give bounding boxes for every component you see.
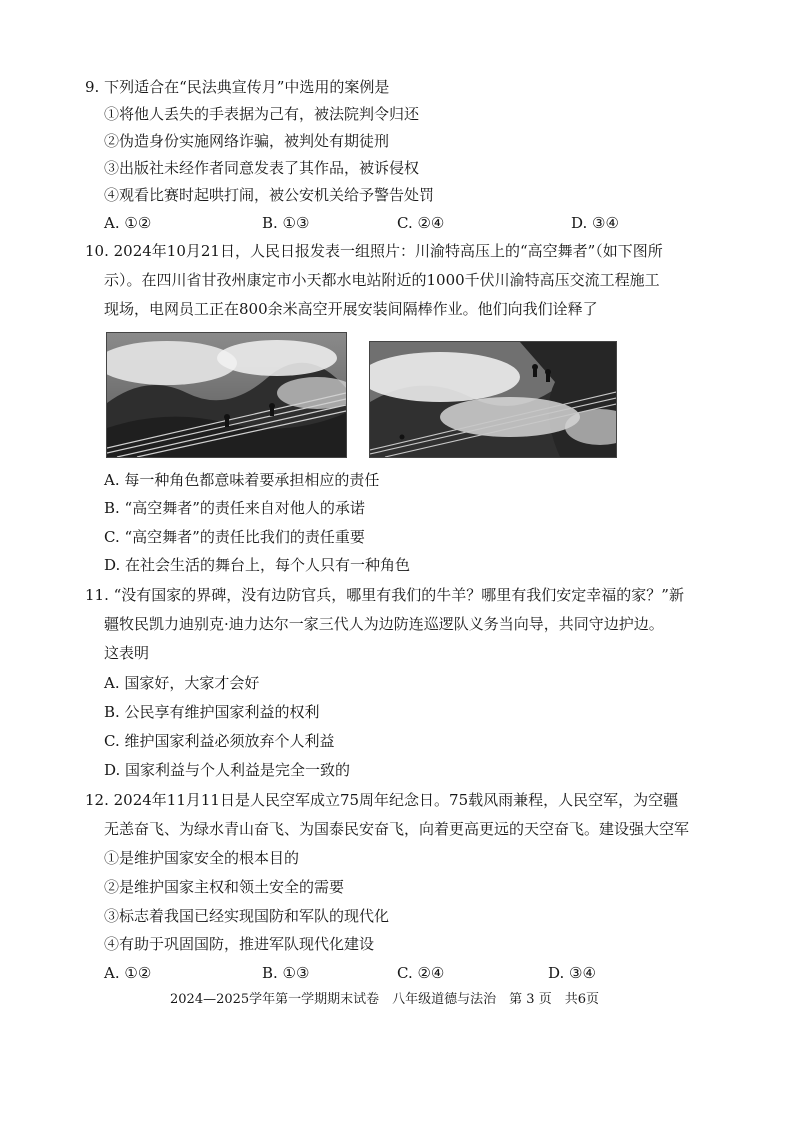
q12-stem-line-2: 无恙奋飞、为绿水青山奋飞、为国泰民安奋飞，向着更高更远的天空奋飞。建设强大空军	[104, 820, 690, 838]
q10-option-d: D. 在社会生活的舞台上，每个人只有一种角色	[104, 556, 411, 574]
q9-option-b: B. ①③	[262, 214, 310, 232]
q9-stem: 9. 下列适合在“民法典宣传月”中选用的案例是	[85, 78, 390, 96]
q12-option-c: C. ②④	[397, 964, 445, 982]
q10-stem-line-1: 10. 2024年10月21日，人民日报发表一组照片：川渝特高压上的“高空舞者”（如下图所	[85, 242, 663, 260]
page-footer: 2024—2025学年第一学期期末试卷 八年级道德与法治 第 3 页 共6页	[170, 992, 599, 1007]
high-altitude-workers-photo-2	[369, 341, 617, 458]
q12-option-d: D. ③④	[548, 964, 596, 982]
q12-item-3: ③标志着我国已经实现国防和军队的现代化	[104, 907, 390, 925]
q12-item-1: ①是维护国家安全的根本目的	[104, 849, 300, 867]
q11-option-b: B. 公民享有维护国家利益的权利	[104, 703, 320, 721]
q9-option-c: C. ②④	[397, 214, 445, 232]
q12-item-4: ④有助于巩固国防，推进军队现代化建设	[104, 935, 375, 953]
q9-item-4: ④观看比赛时起哄打闹，被公安机关给予警告处罚	[104, 186, 435, 204]
q9-item-2: ②伪造身份实施网络诈骗，被判处有期徒刑	[104, 132, 390, 150]
q12-item-2: ②是维护国家主权和领土安全的需要	[104, 878, 345, 896]
q11-option-d: D. 国家利益与个人利益是完全一致的	[104, 761, 351, 779]
q10-option-a: A. 每一种角色都意味着要承担相应的责任	[104, 471, 380, 489]
q9-item-3: ③出版社未经作者同意发表了其作品，被诉侵权	[104, 159, 420, 177]
q10-option-b: B. “高空舞者”的责任来自对他人的承诺	[104, 499, 365, 517]
q11-stem-line-1: 11. “没有国家的界碑，没有边防官兵，哪里有我们的牛羊？哪里有我们安定幸福的家？”新	[85, 586, 684, 604]
q12-stem-line-1: 12. 2024年11月11日是人民空军成立75周年纪念日。75载风雨兼程，人民空军，为空疆	[85, 791, 679, 809]
q10-stem-line-2: 示）。在四川省甘孜州康定市小天都水电站附近的1000千伏川渝特高压交流工程施工	[104, 271, 660, 289]
high-altitude-workers-photo-1	[106, 332, 347, 458]
q9-item-1: ①将他人丢失的手表据为己有，被法院判令归还	[104, 105, 420, 123]
q11-stem-line-3: 这表明	[104, 644, 150, 662]
q11-stem-line-2: 疆牧民凯力迪别克·迪力达尔一家三代人为边防连巡逻队义务当向导，共同守边护边。	[104, 615, 664, 633]
q9-option-a: A. ①②	[104, 214, 152, 232]
q10-stem-line-3: 现场，电网员工正在800余米高空开展安装间隔棒作业。他们向我们诠释了	[104, 300, 598, 318]
q11-option-c: C. 维护国家利益必须放弃个人利益	[104, 732, 335, 750]
q12-option-a: A. ①②	[104, 964, 152, 982]
q11-option-a: A. 国家好，大家才会好	[104, 674, 260, 692]
q12-option-b: B. ①③	[262, 964, 310, 982]
q9-option-d: D. ③④	[571, 214, 619, 232]
q10-option-c: C. “高空舞者”的责任比我们的责任重要	[104, 528, 365, 546]
